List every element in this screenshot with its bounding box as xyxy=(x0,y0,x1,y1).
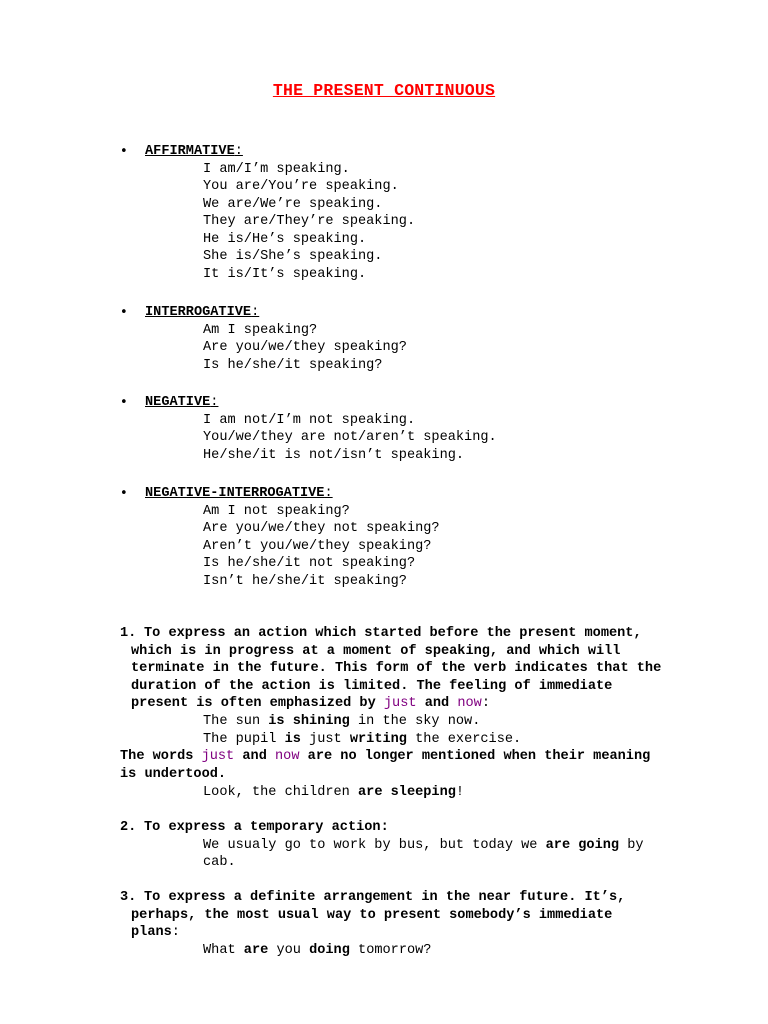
example-list xyxy=(203,161,415,284)
keyword-just: just xyxy=(383,696,417,711)
form-label: INTERROGATIVE xyxy=(145,305,252,320)
example-line: I am/I’m speaking. xyxy=(203,161,350,177)
example-line: Isn’t he/she/it speaking? xyxy=(203,573,407,589)
keyword-just: just xyxy=(201,749,235,764)
example-line: Aren’t you/we/they speaking? xyxy=(203,538,432,554)
example-line: It is/It’s speaking. xyxy=(203,266,367,282)
example-line: You are/You’re speaking. xyxy=(203,179,399,194)
keyword-now: now xyxy=(457,696,482,711)
example-line: Is he/she/it speaking? xyxy=(203,357,383,373)
bullet-icon: • xyxy=(120,305,128,320)
example-list xyxy=(203,503,440,591)
use-text-line: To express a temporary action: xyxy=(144,820,389,835)
form-label: NEGATIVE xyxy=(145,395,211,410)
use-text-line: perhaps, the most usual way to present somebody’s immediate xyxy=(131,908,613,923)
example-line: What are you doing tomorrow? xyxy=(203,943,432,958)
bullet-icon: • xyxy=(120,395,128,410)
use-number: 3. xyxy=(120,890,137,905)
example-line: They are/They’re speaking. xyxy=(203,214,416,229)
example-line: She is/She’s speaking. xyxy=(203,249,383,264)
use-text-line: duration of the action is limited. The feeling of immediate xyxy=(131,679,613,694)
use-text-line: present is often emphasized by just and now: xyxy=(131,696,490,711)
example-line: We usualy go to work by bus, but today we are going by xyxy=(203,838,644,853)
keyword-now: now xyxy=(275,749,300,764)
use-number: 1. xyxy=(120,626,137,641)
example-line: The pupil is just writing the exercise. xyxy=(203,732,522,747)
example-list xyxy=(203,322,407,375)
colon: : xyxy=(324,486,333,501)
example-line: cab. xyxy=(203,855,236,870)
example-line: Am I speaking? xyxy=(203,322,318,338)
bullet-icon: • xyxy=(120,486,128,501)
example-list xyxy=(203,412,497,465)
example-line: He/she/it is not/isn’t speaking. xyxy=(203,447,465,463)
use-text-line: To express a definite arrangement in the near future. It’s, xyxy=(144,890,626,905)
example-line: Look, the children are sleeping! xyxy=(203,785,465,800)
example-line: Am I not speaking? xyxy=(203,503,350,519)
colon: : xyxy=(234,144,243,159)
form-label: NEGATIVE-INTERROGATIVE xyxy=(145,486,325,501)
use-number: 2. xyxy=(120,820,137,835)
example-line: The sun is shining in the sky now. xyxy=(203,714,481,729)
note-line: The words just and now are no longer mentioned when their meaning xyxy=(120,749,651,764)
bullet-icon: • xyxy=(120,144,128,159)
example-line: Is he/she/it not speaking? xyxy=(203,556,416,571)
example-line: Are you/we/they speaking? xyxy=(203,340,407,355)
example-line: We are/We’re speaking. xyxy=(203,196,383,212)
page-title: THE PRESENT CONTINUOUS xyxy=(272,81,496,100)
use-text-line: terminate in the future. This form of the verb indicates that the xyxy=(131,661,662,676)
example-line: Are you/we/they not speaking? xyxy=(203,521,440,536)
example-line: He is/He’s speaking. xyxy=(203,231,367,247)
colon: : xyxy=(251,305,260,320)
colon: : xyxy=(210,395,219,410)
note-line: is undertood. xyxy=(120,767,227,782)
use-text-line: To express an action which started before the present moment, xyxy=(144,626,642,641)
use-text-line: which is in progress at a moment of speaking, and which will xyxy=(131,644,621,659)
example-line: You/we/they are not/aren’t speaking. xyxy=(203,430,497,445)
form-label: AFFIRMATIVE xyxy=(145,144,235,159)
example-line: I am not/I’m not speaking. xyxy=(203,412,416,428)
use-text-line: plans: xyxy=(131,925,180,940)
